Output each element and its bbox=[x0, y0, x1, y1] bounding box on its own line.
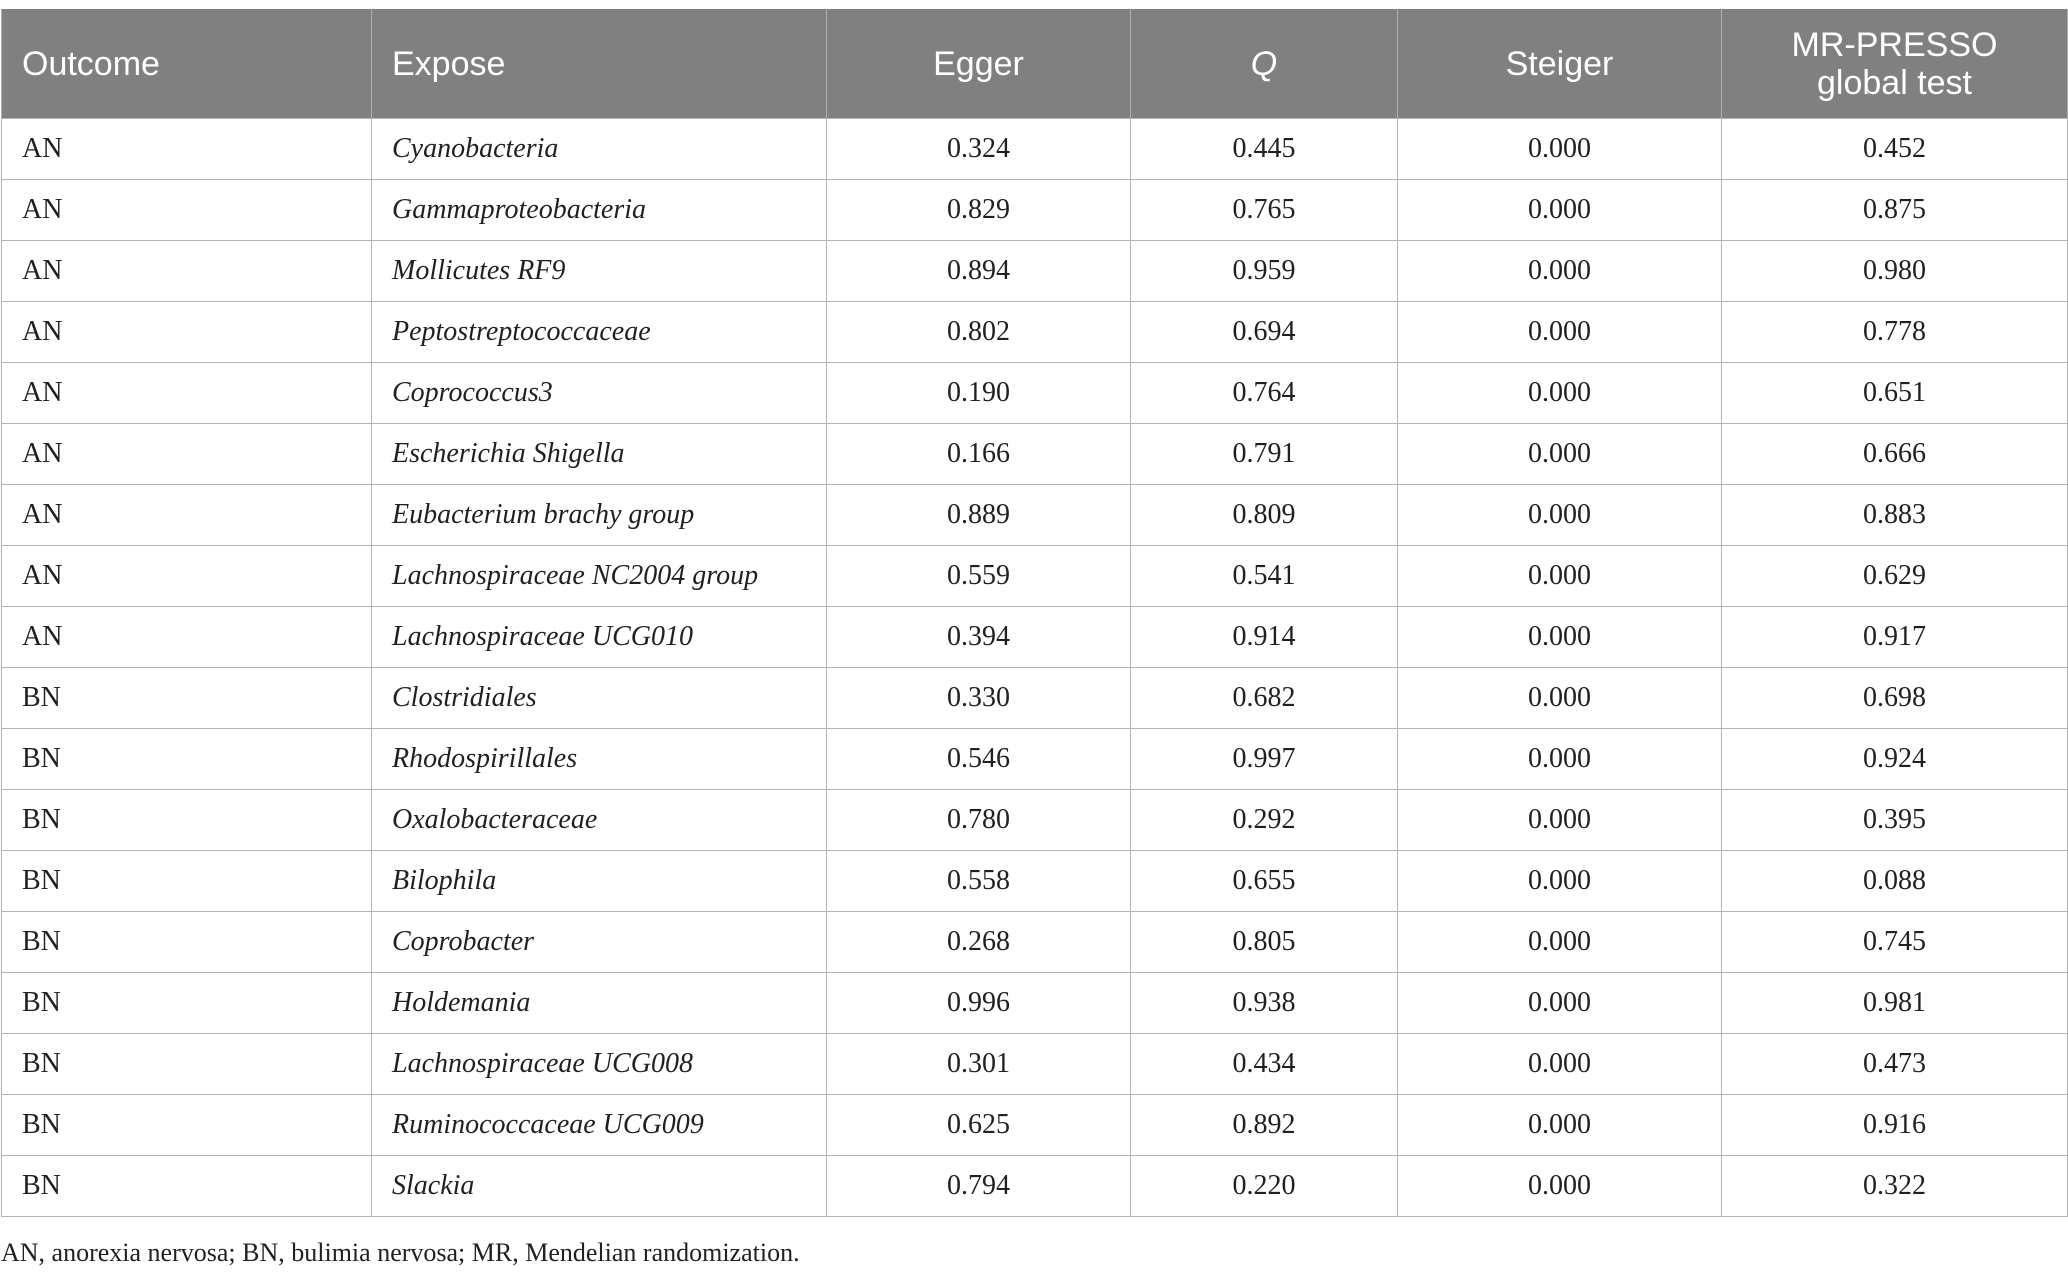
table-body bbox=[2, 119, 2068, 1217]
cell-mr-presso: 0.883 bbox=[1722, 485, 2068, 546]
cell-expose: Lachnospiraceae UCG010 bbox=[372, 607, 827, 668]
cell-mr-presso: 0.088 bbox=[1722, 851, 2068, 912]
cell-outcome: AN bbox=[2, 180, 372, 241]
cell-egger: 0.166 bbox=[827, 424, 1131, 485]
cell-q: 0.655 bbox=[1131, 851, 1398, 912]
cell-steiger: 0.000 bbox=[1398, 790, 1722, 851]
header-steiger: Steiger bbox=[1398, 9, 1722, 119]
cell-outcome: BN bbox=[2, 851, 372, 912]
cell-mr-presso: 0.651 bbox=[1722, 363, 2068, 424]
cell-q: 0.959 bbox=[1131, 241, 1398, 302]
cell-mr-presso: 0.875 bbox=[1722, 180, 2068, 241]
table-header bbox=[2, 9, 2068, 119]
cell-mr-presso: 0.745 bbox=[1722, 912, 2068, 973]
header-row bbox=[2, 9, 2068, 119]
cell-expose: Ruminococcaceae UCG009 bbox=[372, 1095, 827, 1156]
cell-mr-presso: 0.629 bbox=[1722, 546, 2068, 607]
cell-egger: 0.190 bbox=[827, 363, 1131, 424]
table-row bbox=[2, 485, 2068, 546]
table-row bbox=[2, 1156, 2068, 1217]
cell-q: 0.914 bbox=[1131, 607, 1398, 668]
cell-outcome: AN bbox=[2, 607, 372, 668]
header-mr-presso-line1: MR-PRESSO bbox=[1791, 25, 1998, 64]
header-expose: Expose bbox=[372, 9, 827, 119]
cell-outcome: BN bbox=[2, 790, 372, 851]
cell-expose: Lachnospiraceae UCG008 bbox=[372, 1034, 827, 1095]
cell-q: 0.434 bbox=[1131, 1034, 1398, 1095]
cell-q: 0.997 bbox=[1131, 729, 1398, 790]
cell-mr-presso: 0.473 bbox=[1722, 1034, 2068, 1095]
cell-steiger: 0.000 bbox=[1398, 1034, 1722, 1095]
cell-expose: Oxalobacteraceae bbox=[372, 790, 827, 851]
results-table-container bbox=[1, 9, 2067, 1217]
cell-expose: Coprococcus3 bbox=[372, 363, 827, 424]
table-row bbox=[2, 1095, 2068, 1156]
cell-steiger: 0.000 bbox=[1398, 973, 1722, 1034]
cell-q: 0.764 bbox=[1131, 363, 1398, 424]
cell-q: 0.765 bbox=[1131, 180, 1398, 241]
table-footnote: AN, anorexia nervosa; BN, bulimia nervosa; MR, Mendelian randomization. bbox=[1, 1238, 800, 1267]
table-row bbox=[2, 912, 2068, 973]
cell-outcome: AN bbox=[2, 485, 372, 546]
cell-expose: Peptostreptococcaceae bbox=[372, 302, 827, 363]
results-table bbox=[1, 9, 2068, 1217]
table-row bbox=[2, 790, 2068, 851]
cell-outcome: AN bbox=[2, 363, 372, 424]
cell-expose: Mollicutes RF9 bbox=[372, 241, 827, 302]
table-row bbox=[2, 668, 2068, 729]
table-row bbox=[2, 180, 2068, 241]
cell-outcome: BN bbox=[2, 1156, 372, 1217]
cell-steiger: 0.000 bbox=[1398, 851, 1722, 912]
cell-expose: Eubacterium brachy group bbox=[372, 485, 827, 546]
cell-egger: 0.625 bbox=[827, 1095, 1131, 1156]
cell-expose: Coprobacter bbox=[372, 912, 827, 973]
cell-egger: 0.996 bbox=[827, 973, 1131, 1034]
cell-steiger: 0.000 bbox=[1398, 546, 1722, 607]
cell-egger: 0.889 bbox=[827, 485, 1131, 546]
header-q: Q bbox=[1131, 9, 1398, 119]
cell-mr-presso: 0.452 bbox=[1722, 119, 2068, 180]
cell-egger: 0.794 bbox=[827, 1156, 1131, 1217]
cell-outcome: AN bbox=[2, 424, 372, 485]
cell-mr-presso: 0.981 bbox=[1722, 973, 2068, 1034]
cell-q: 0.220 bbox=[1131, 1156, 1398, 1217]
cell-expose: Gammaproteobacteria bbox=[372, 180, 827, 241]
header-egger: Egger bbox=[827, 9, 1131, 119]
table-row bbox=[2, 119, 2068, 180]
cell-steiger: 0.000 bbox=[1398, 241, 1722, 302]
table-row bbox=[2, 851, 2068, 912]
cell-q: 0.541 bbox=[1131, 546, 1398, 607]
table-row bbox=[2, 363, 2068, 424]
header-mr-presso-line2: global test bbox=[1817, 63, 1972, 102]
cell-steiger: 0.000 bbox=[1398, 424, 1722, 485]
cell-expose: Holdemania bbox=[372, 973, 827, 1034]
cell-outcome: BN bbox=[2, 668, 372, 729]
cell-outcome: BN bbox=[2, 1095, 372, 1156]
table-row bbox=[2, 424, 2068, 485]
header-outcome: Outcome bbox=[2, 9, 372, 119]
cell-mr-presso: 0.916 bbox=[1722, 1095, 2068, 1156]
cell-expose: Cyanobacteria bbox=[372, 119, 827, 180]
cell-expose: Rhodospirillales bbox=[372, 729, 827, 790]
table-row bbox=[2, 241, 2068, 302]
cell-q: 0.805 bbox=[1131, 912, 1398, 973]
cell-egger: 0.802 bbox=[827, 302, 1131, 363]
cell-egger: 0.546 bbox=[827, 729, 1131, 790]
cell-steiger: 0.000 bbox=[1398, 302, 1722, 363]
cell-q: 0.938 bbox=[1131, 973, 1398, 1034]
cell-q: 0.809 bbox=[1131, 485, 1398, 546]
cell-q: 0.892 bbox=[1131, 1095, 1398, 1156]
cell-q: 0.682 bbox=[1131, 668, 1398, 729]
cell-outcome: BN bbox=[2, 912, 372, 973]
cell-steiger: 0.000 bbox=[1398, 485, 1722, 546]
cell-mr-presso: 0.924 bbox=[1722, 729, 2068, 790]
cell-expose: Slackia bbox=[372, 1156, 827, 1217]
cell-steiger: 0.000 bbox=[1398, 119, 1722, 180]
cell-mr-presso: 0.666 bbox=[1722, 424, 2068, 485]
header-mr-presso bbox=[1722, 9, 2068, 119]
cell-steiger: 0.000 bbox=[1398, 180, 1722, 241]
cell-mr-presso: 0.322 bbox=[1722, 1156, 2068, 1217]
cell-outcome: AN bbox=[2, 119, 372, 180]
cell-steiger: 0.000 bbox=[1398, 1156, 1722, 1217]
cell-egger: 0.780 bbox=[827, 790, 1131, 851]
cell-expose: Clostridiales bbox=[372, 668, 827, 729]
table-row bbox=[2, 1034, 2068, 1095]
table-row bbox=[2, 973, 2068, 1034]
cell-mr-presso: 0.395 bbox=[1722, 790, 2068, 851]
cell-expose: Lachnospiraceae NC2004 group bbox=[372, 546, 827, 607]
cell-mr-presso: 0.698 bbox=[1722, 668, 2068, 729]
cell-q: 0.694 bbox=[1131, 302, 1398, 363]
cell-outcome: AN bbox=[2, 302, 372, 363]
cell-mr-presso: 0.778 bbox=[1722, 302, 2068, 363]
cell-outcome: BN bbox=[2, 1034, 372, 1095]
cell-egger: 0.301 bbox=[827, 1034, 1131, 1095]
cell-egger: 0.894 bbox=[827, 241, 1131, 302]
cell-steiger: 0.000 bbox=[1398, 1095, 1722, 1156]
cell-steiger: 0.000 bbox=[1398, 729, 1722, 790]
cell-egger: 0.394 bbox=[827, 607, 1131, 668]
cell-mr-presso: 0.917 bbox=[1722, 607, 2068, 668]
cell-steiger: 0.000 bbox=[1398, 363, 1722, 424]
cell-steiger: 0.000 bbox=[1398, 912, 1722, 973]
table-row bbox=[2, 729, 2068, 790]
cell-egger: 0.324 bbox=[827, 119, 1131, 180]
cell-q: 0.292 bbox=[1131, 790, 1398, 851]
cell-outcome: AN bbox=[2, 546, 372, 607]
cell-outcome: BN bbox=[2, 973, 372, 1034]
cell-egger: 0.330 bbox=[827, 668, 1131, 729]
table-row bbox=[2, 607, 2068, 668]
cell-steiger: 0.000 bbox=[1398, 607, 1722, 668]
table-row bbox=[2, 546, 2068, 607]
cell-outcome: BN bbox=[2, 729, 372, 790]
cell-egger: 0.268 bbox=[827, 912, 1131, 973]
cell-egger: 0.559 bbox=[827, 546, 1131, 607]
table-row bbox=[2, 302, 2068, 363]
cell-outcome: AN bbox=[2, 241, 372, 302]
cell-expose: Bilophila bbox=[372, 851, 827, 912]
cell-mr-presso: 0.980 bbox=[1722, 241, 2068, 302]
cell-expose: Escherichia Shigella bbox=[372, 424, 827, 485]
cell-egger: 0.558 bbox=[827, 851, 1131, 912]
cell-q: 0.445 bbox=[1131, 119, 1398, 180]
cell-q: 0.791 bbox=[1131, 424, 1398, 485]
cell-egger: 0.829 bbox=[827, 180, 1131, 241]
cell-steiger: 0.000 bbox=[1398, 668, 1722, 729]
